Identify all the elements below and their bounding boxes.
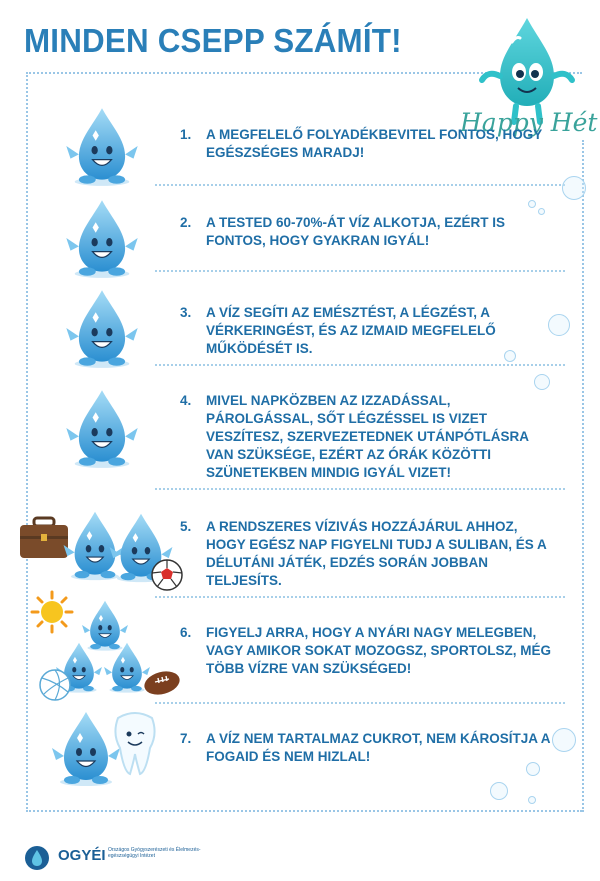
item-number: 2. (180, 215, 192, 230)
item-number: 5. (180, 519, 192, 534)
tooth-icon (110, 710, 160, 780)
item-text: A RENDSZERES VÍZIVÁS HOZZÁJÁRUL AHHOZ, HOGY EGÉSZ NAP FIGYELNI TUDJ A SULIBAN, ÉS A DÉLUTÁNI JÁTÉK, EDZÉS SORÁN JOBBAN TELJESÍTS. (206, 519, 547, 588)
water-drop-mascot-icon (60, 286, 144, 370)
content-frame-right-edge (582, 140, 584, 812)
water-drop-mascot-icon (60, 196, 144, 280)
brand-name: Happy Hét (460, 108, 598, 137)
item-number: 4. (180, 393, 192, 408)
item-text: A VÍZ SEGÍTI AZ EMÉSZTÉST, A LÉGZÉST, A VÉRKERINGÉST, ÉS AZ IZMAID MEGFELELŐ MŰKÖDÉSÉT IS. (206, 305, 496, 356)
ogyei-logo-icon (24, 845, 50, 871)
bubble-decoration (562, 176, 586, 200)
ogyei-logo (24, 845, 224, 871)
bubble-decoration (552, 728, 576, 752)
divider (155, 702, 565, 704)
bubble-decoration (526, 762, 540, 776)
soccer-ball-icon (150, 558, 184, 592)
item-text: A MEGFELELŐ FOLYADÉKBEVITEL FONTOS, HOGY EGÉSZSÉGES MARADJ! (206, 127, 543, 160)
bubble-decoration (504, 350, 516, 362)
bubble-decoration (548, 314, 570, 336)
water-drop-mascot-icon (60, 386, 144, 470)
bubble-decoration (528, 796, 536, 804)
bubble-decoration (528, 200, 536, 208)
divider (155, 364, 565, 366)
divider (155, 184, 565, 186)
divider (155, 488, 565, 490)
logo-name: OGYÉI (58, 847, 106, 864)
bubble-decoration (534, 374, 550, 390)
divider (155, 270, 565, 272)
item-number: 1. (180, 127, 192, 142)
sun-icon (30, 590, 74, 634)
item-number: 6. (180, 625, 192, 640)
bubble-decoration (538, 208, 545, 215)
item-text: A VÍZ NEM TARTALMAZ CUKROT, NEM KÁROSÍTJA A FOGAID ÉS NEM HIZLAL! (206, 731, 550, 764)
item-number: 3. (180, 305, 192, 320)
divider (155, 596, 565, 598)
page-title: MINDEN CSEPP SZÁMÍT! (24, 22, 402, 59)
item-number: 7. (180, 731, 192, 746)
water-drop-mascot-icon (60, 104, 144, 188)
item-text: FIGYELJ ARRA, HOGY A NYÁRI NAGY MELEGBEN, VAGY AMIKOR SOKAT MOZOGSZ, SPORTOLSZ, MÉG TÖBB VÍZRE VAN SZÜKSÉGED! (206, 625, 552, 676)
football-icon (142, 668, 182, 698)
volleyball-icon (38, 668, 72, 702)
item-text: MIVEL NAPKÖZBEN AZ IZZADÁSSAL, PÁROLGÁSSAL, SŐT LÉGZÉSSEL IS VIZET VESZÍTESZ, SZERVEZETEDNEK UTÁNPÓTLÁSRA VAN SZÜKSÉGE, EZÉRT AZ ÓRÁK KÖZÖTTI SZÜNETEKBEN MINDIG IGYÁL VIZET! (206, 393, 529, 480)
logo-subtitle: Országos Gyógyszerészeti és Élelmezés-egészségügyi Intézet (108, 847, 201, 859)
item-text: A TESTED 60-70%-ÁT VÍZ ALKOTJA, EZÉRT IS FONTOS, HOGY GYAKRAN IGYÁL! (206, 215, 506, 248)
bubble-decoration (490, 782, 508, 800)
